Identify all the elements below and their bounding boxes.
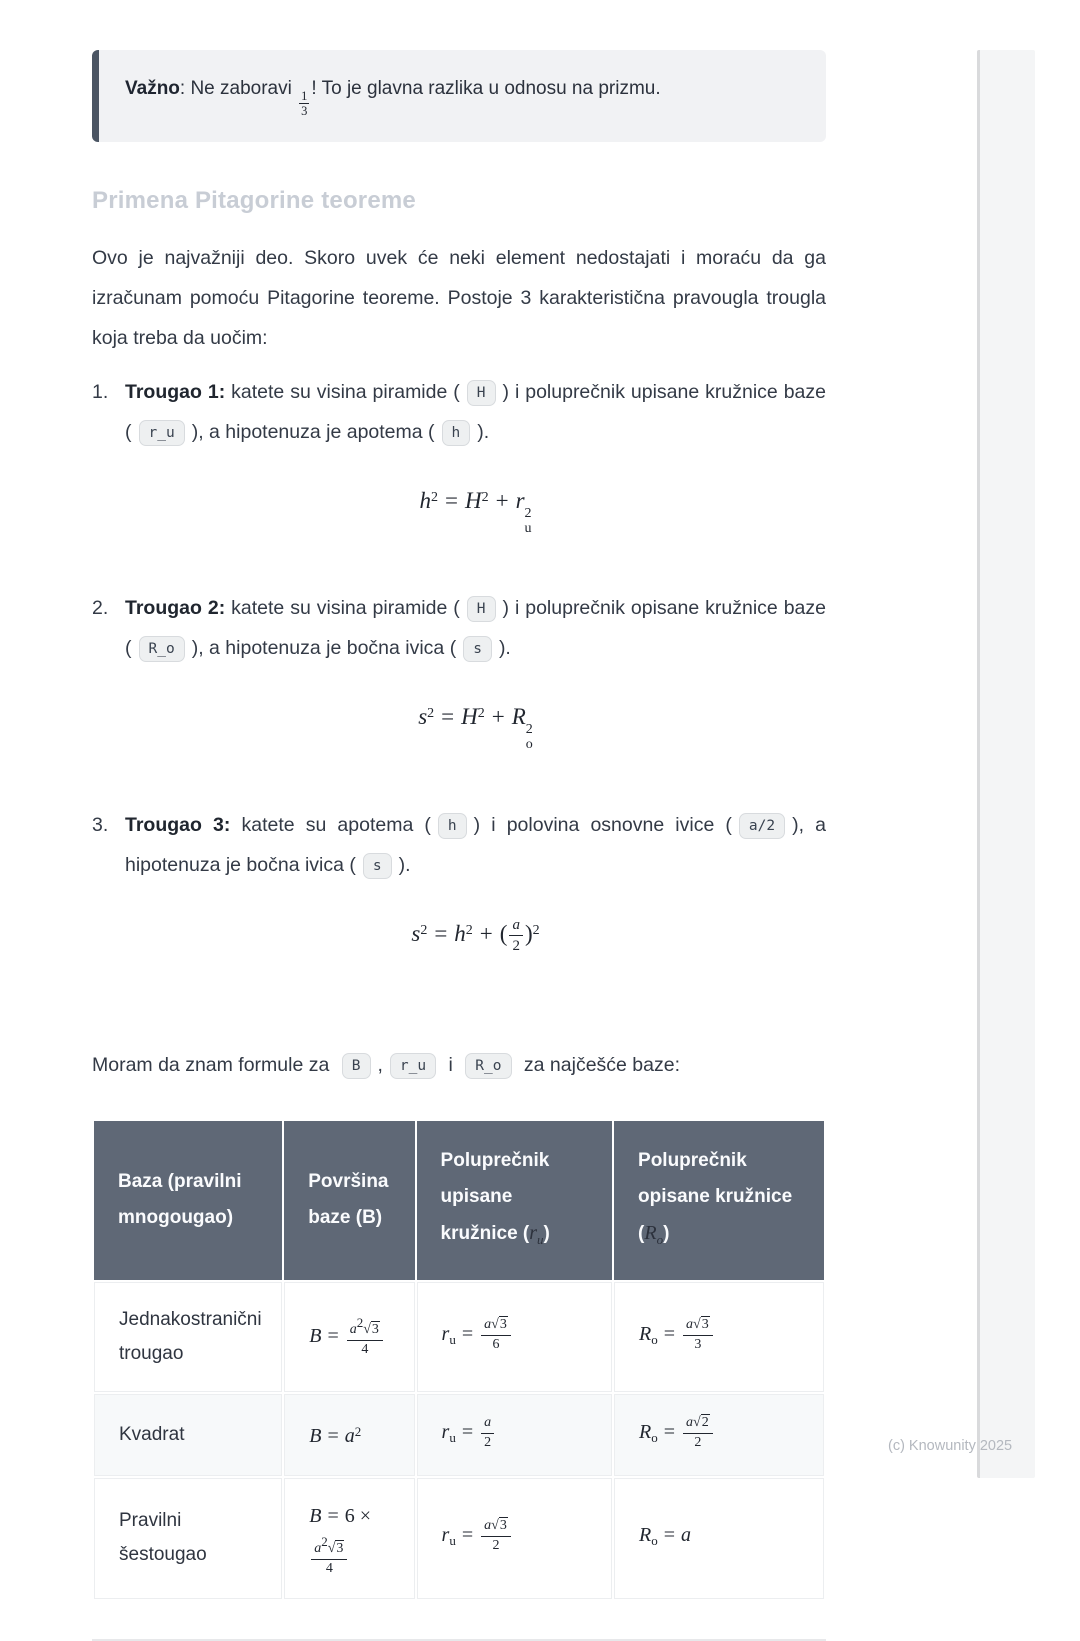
table-row-trougao	[94, 1282, 824, 1392]
cell-B-formula: B = $\frac{a^2 √ 3}{4}$	[284, 1282, 414, 1392]
sqrt-sign: √ 3	[491, 1517, 508, 1533]
cell-ru-formula: $r_u$ = $\frac{a √ 3}{2}$	[417, 1478, 612, 1599]
know-paragraph: Moram da znam formule za B , r_u i R_o za najčešće baze:	[92, 1045, 826, 1085]
footer-copyright: (c) Knowunity 2025	[888, 1438, 1013, 1454]
table-row-kvadrat	[94, 1394, 824, 1476]
Ro-symbol: $R_o$	[644, 1221, 664, 1247]
cell-Ro-formula: $R_o$ = $\frac{a √ 2}{2}$	[614, 1394, 824, 1476]
base-formulas-table	[92, 1119, 826, 1601]
cell-B-formula: $B = a^2$	[284, 1394, 414, 1476]
header-baza: Baza (pravilni mnogougao)	[94, 1121, 282, 1280]
a-over-2-fraction: $\frac{a}{2}$	[509, 916, 523, 955]
inline-code-ru: r_u	[390, 1053, 436, 1079]
formula-trougao-2: $s^2 = H^2 + R$ 2 o	[418, 704, 533, 753]
sqrt-sign: √ 3	[328, 1540, 345, 1556]
list-item-trougao-2: 2. Trougao 2: katete su visina piramide ( H ) i poluprečnik opisane kružnice baze ( R_o ), a hipotenuza je bočna ivica ( s ). $s^2 = H^2 + R$ 2 o	[92, 588, 826, 798]
section-heading: Primena Pitagorine teoreme	[92, 187, 416, 214]
cell-name: Jednakostranični trougao	[94, 1282, 282, 1392]
callout-text-post: ! To je glavna razlika u odnosu na prizmu.	[311, 78, 661, 99]
cell-ru-formula: $r_u$ = $\frac{a}{2}$	[417, 1394, 612, 1476]
header-upisana: Poluprečnik upisane kružnice $(r_u)$	[417, 1121, 612, 1280]
inline-code-a2: a/2	[739, 813, 785, 839]
formula-trougao-3: $s^2 = h^2$ + ( $\frac{a}{2}$ )$^2$	[411, 916, 540, 954]
cell-name: Pravilni šestougao	[94, 1478, 282, 1599]
inline-code-B: B	[342, 1053, 371, 1079]
section-divider	[92, 1639, 826, 1641]
intro-paragraph: Ovo je najvažniji deo. Skoro uvek će neki element nedostajati i moraću da ga izračunam pomoću Pitagorine teoreme. Postoje 3 karakteristična pravougla trougla koja treba da uočim:	[92, 247, 826, 349]
header-opisana: Poluprečnik opisane kružnice $(R_o)$	[614, 1121, 824, 1280]
item-title: Trougao 2:	[125, 597, 226, 620]
important-callout	[92, 50, 826, 142]
inline-code-h: h	[442, 420, 471, 446]
sqrt-sign: √ 3	[363, 1321, 380, 1337]
item-number: 2.	[92, 597, 109, 620]
inline-code-Ro: R_o	[465, 1053, 511, 1079]
item-title: Trougao 1:	[125, 381, 226, 403]
list-item-trougao-1: 1. Trougao 1: katete su visina piramide ( H ) i poluprečnik upisane kružnice baze ( r_u ), a hipotenuza je apotema ( h ). $h^2 = H^2 + r$ 2 u	[92, 372, 826, 582]
inline-code-ru: r_u	[139, 420, 185, 446]
inline-code-h: h	[438, 813, 467, 839]
table-row-sestougao	[94, 1478, 824, 1599]
formula-trougao-1: $h^2 = H^2 + r$ 2 u	[419, 488, 532, 536]
sqrt-sign: √ 3	[693, 1316, 710, 1332]
one-third-fraction: $\frac{1}{3}$	[301, 89, 308, 118]
callout-label: Važno	[125, 78, 180, 99]
table-header-row	[94, 1121, 824, 1280]
inline-code-s: s	[363, 853, 392, 879]
cell-Ro-formula: $R_o$ = $\frac{a √ 3}{3}$	[614, 1282, 824, 1392]
cell-name: Kvadrat	[94, 1394, 282, 1476]
sqrt-sign: √ 2	[693, 1414, 710, 1430]
sqrt-sign: √ 3	[491, 1316, 508, 1332]
ru-symbol: $r_u$	[529, 1221, 544, 1247]
item-title: Trougao 3:	[125, 813, 231, 836]
inline-code-H: H	[467, 380, 496, 406]
item-number: 3.	[92, 813, 109, 836]
triangle-list	[92, 372, 826, 1001]
callout-text-pre: : Ne zaboravi	[179, 78, 298, 99]
cell-ru-formula: $r_u$ = $\frac{a √ 3}{6}$	[417, 1282, 612, 1392]
list-item-trougao-3: 3. Trougao 3: katete su apotema ( h ) i polovina osnovne ivice ( a/2 ), a hipotenuza je bočna ivica ( s ). $s^2 = h^2$ + ( $\frac{a}{2}$ )$^2$	[92, 805, 826, 1001]
item-number: 1.	[92, 381, 109, 403]
inline-code-s: s	[463, 636, 492, 662]
next-page-edge[interactable]	[977, 50, 1035, 1478]
inline-code-H: H	[467, 596, 496, 622]
cell-Ro-formula: $R_o = a$	[614, 1478, 824, 1599]
header-povrsina: Površina baze (B)	[284, 1121, 414, 1280]
note-content	[92, 0, 826, 1641]
inline-code-Ro: R_o	[139, 636, 185, 662]
cell-B-formula: B = 6 × $\frac{a^2 √ 3}{4}$	[284, 1478, 414, 1599]
